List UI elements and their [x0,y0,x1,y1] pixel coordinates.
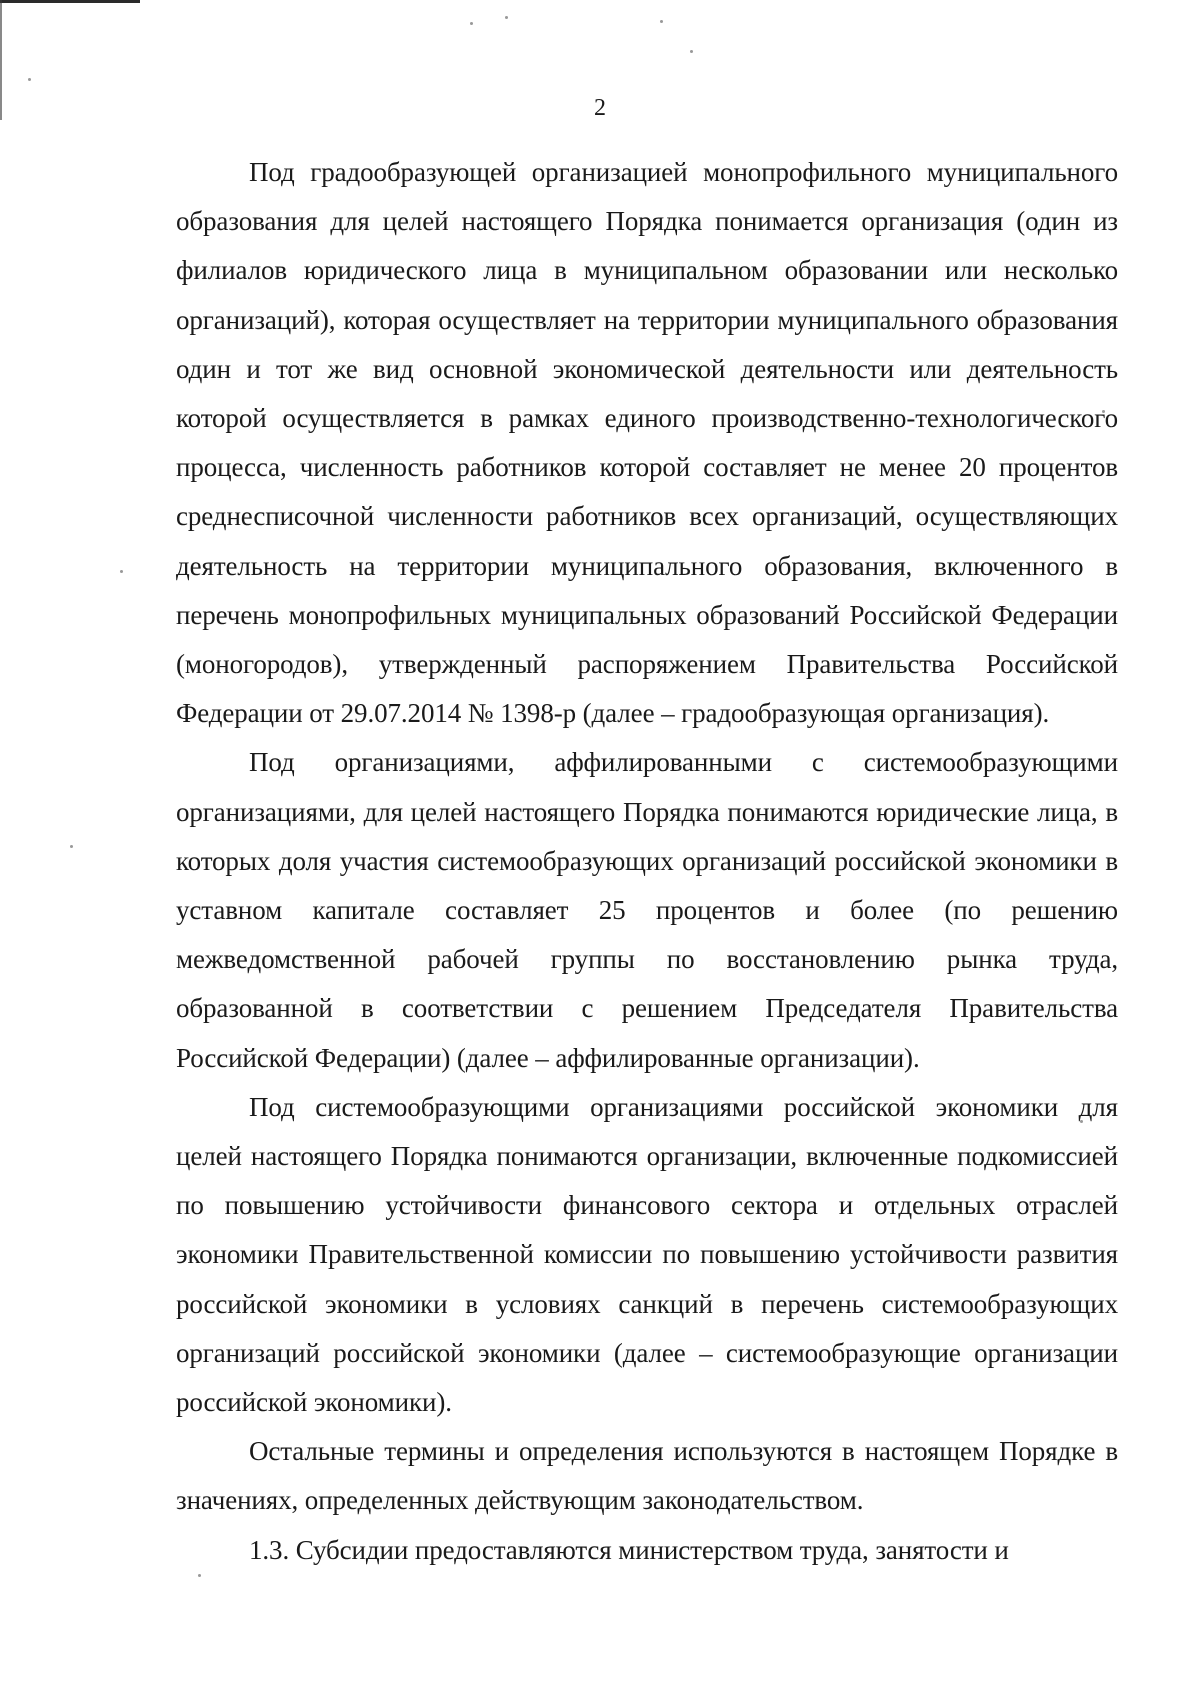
paragraph-system-forming-organizations: Под системообразующими организациями российской экономики для целей настоящего Порядка понимаются организации, включенные подкомиссией по повышению устойчивости финансового сектора и отдельных отраслей экономики Правительственной комиссии по повышению устойчивости развития российской экономики в условиях санкций в перечень системообразующих организаций российской экономики (далее – системообразующие организации российской экономики). [176,1091,1118,1418]
paragraph-subsidies-1-3: 1.3. Субсидии предоставляются министерством труда, занятости и [249,1534,1009,1565]
paragraph-cityforming-organization: Под градообразующей организацией монопрофильного муниципального образования для целей настоящего Порядка понимается организация (один из филиалов юридического лица в муниципальном образовании или несколько организаций), которая осуществляет на территории муниципального образования один и тот же вид основной экономической деятельности или деятельность которой осуществляется в рамках единого производственно-технологического процесса, численность работников которой составляет не менее 20 процентов среднесписочной численности работников всех организаций, осуществляющих деятельность на территории муниципального образования, включенного в перечень монопрофильных муниципальных образований Российской Федерации (моногородов), утвержденный распоряжением Правительства Российской Федерации от 29.07.2014 № 1398-р (далее – градообразующая организация). [176,157,1118,729]
scan-speck [690,50,693,53]
scan-top-edge-mark [0,0,140,3]
paragraph-affiliated-organizations: Под организациями, аффилированными с системообразующими организациями, для целей настоящего Порядка понимаются юридические лица, в которых доля участия системообразующих организаций российской экономики в уставном капитале составляет 25 процентов и более (по решению межведомственной рабочей группы по восстановлению рынка труда, образованной в соответствии с решением Председателя Правительства Российской Федерации) (далее – аффилированные организации). [176,747,1118,1073]
document-body [176,148,1118,1575]
scan-speck [28,78,31,81]
scan-speck [505,16,508,19]
scan-speck [120,570,123,573]
page-number: 2 [594,95,606,121]
scan-speck [470,22,473,25]
scan-speck [660,20,663,23]
paragraph-other-terms: Остальные термины и определения используются в настоящем Порядке в значениях, определенных действующим законодательством. [176,1436,1118,1516]
scan-speck [70,845,73,848]
